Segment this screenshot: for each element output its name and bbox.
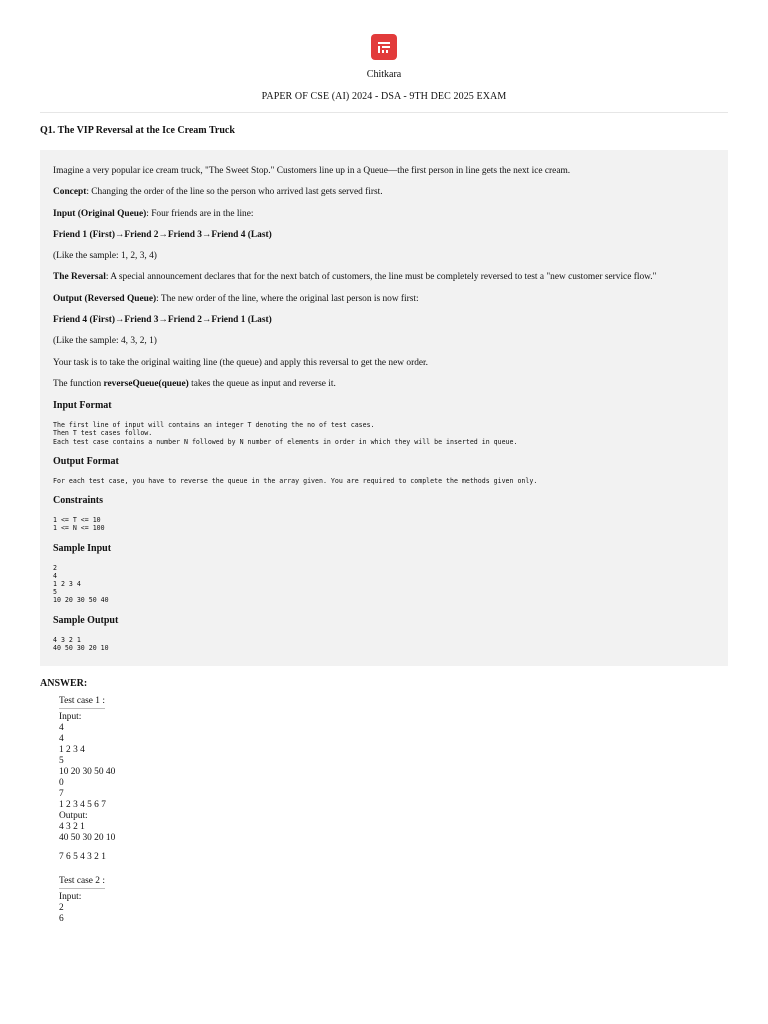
- input-friends-text: Friend 1 (First)→Friend 2→Friend 3→Friend 4 (Last): [53, 229, 272, 240]
- question-title: Q1. The VIP Reversal at the Ice Cream Truck: [40, 125, 235, 136]
- concept-line: [53, 187, 715, 198]
- output-text: : The new order of the line, where the original last person is now first:: [156, 293, 419, 304]
- logo-mark-icon: [376, 39, 392, 55]
- question-intro: Imagine a very popular ice cream truck, "The Sweet Stop." Customers line up in a Queue—the first person in line gets the next ice cream.: [53, 166, 571, 176]
- reversal-line: [53, 272, 715, 283]
- input-text: : Four friends are in the line:: [146, 208, 254, 219]
- answer-label: ANSWER:: [40, 678, 88, 690]
- test-case-1-output-extra: 7 6 5 4 3 2 1: [59, 851, 106, 862]
- function-pre: The function: [53, 378, 104, 389]
- input-format-text: The first line of input will contains an integer T denoting the no of test cases. Then T test cases follow. Each test case contains a number N followed by N number of elements in order in which they will be inserted in queue.: [53, 421, 518, 446]
- test-case-1-title: Test case 1 :: [59, 696, 105, 709]
- reversal-label: The Reversal: [53, 272, 106, 283]
- header-divider: [40, 112, 728, 113]
- paper-title: PAPER OF CSE (AI) 2024 - DSA - 9TH DEC 2025 EXAM: [261, 91, 507, 102]
- test-case-2-input-values: 2 6: [59, 902, 64, 924]
- function-name: reverseQueue(queue): [103, 378, 189, 389]
- chitkara-logo-icon: [371, 34, 397, 60]
- sample-output-text: 4 3 2 1 40 50 30 20 10: [53, 635, 109, 652]
- function-post: takes the queue as input and reverse it.: [188, 378, 336, 389]
- output-format-heading: Output Format: [53, 455, 119, 467]
- concept-text: : Changing the order of the line so the person who arrived last gets served first.: [86, 187, 383, 198]
- reversal-text: : A special announcement declares that for the next batch of customers, the line must be completely reversed to test a "new customer service flow.": [105, 272, 657, 283]
- brand-name: Chitkara: [366, 69, 402, 80]
- question-box: [40, 150, 728, 666]
- input-line: [53, 209, 715, 220]
- input-format-heading: Input Format: [53, 400, 112, 412]
- output-format-text: For each test case, you have to reverse the queue in the array given. You are required to complete the methods given only.: [53, 476, 538, 485]
- page-header: [0, 0, 768, 102]
- task-text: Your task is to take the original waiting line (the queue) and apply this reversal to get the new order.: [53, 357, 428, 368]
- test-case-2: [59, 869, 768, 925]
- output-friends-text: Friend 4 (First)→Friend 3→Friend 2→Friend 1 (Last): [53, 314, 272, 325]
- test-case-2-title: Test case 2 :: [59, 876, 105, 889]
- output-sample: (Like the sample: 4, 3, 2, 1): [53, 336, 157, 347]
- output-friends: [53, 315, 715, 326]
- sample-input-heading: Sample Input: [53, 542, 112, 554]
- test-case-1-input-label: Input:: [59, 711, 82, 722]
- test-case-1: [59, 689, 768, 863]
- output-label: Output (Reversed Queue): [53, 293, 157, 304]
- constraints-text: 1 <= T <= 10 1 <= N <= 100: [53, 516, 105, 533]
- output-line: [53, 294, 715, 305]
- test-case-1-output-label: Output:: [59, 810, 88, 821]
- test-case-2-input-label: Input:: [59, 891, 82, 902]
- input-friends: [53, 230, 715, 241]
- sample-input-text: 2 4 1 2 3 4 5 10 20 30 50 40: [53, 563, 109, 605]
- test-case-1-input-values: 4 4 1 2 3 4 5 10 20 30 50 40 0 7 1 2 3 4 5 6 7: [59, 722, 116, 810]
- input-label: Input (Original Queue): [53, 208, 147, 219]
- test-case-1-output-values: 4 3 2 1 40 50 30 20 10: [59, 821, 116, 843]
- concept-label: Concept: [53, 187, 87, 198]
- input-sample: (Like the sample: 1, 2, 3, 4): [53, 251, 157, 262]
- function-line: [53, 379, 715, 390]
- constraints-heading: Constraints: [53, 495, 104, 507]
- sample-output-heading: Sample Output: [53, 614, 119, 626]
